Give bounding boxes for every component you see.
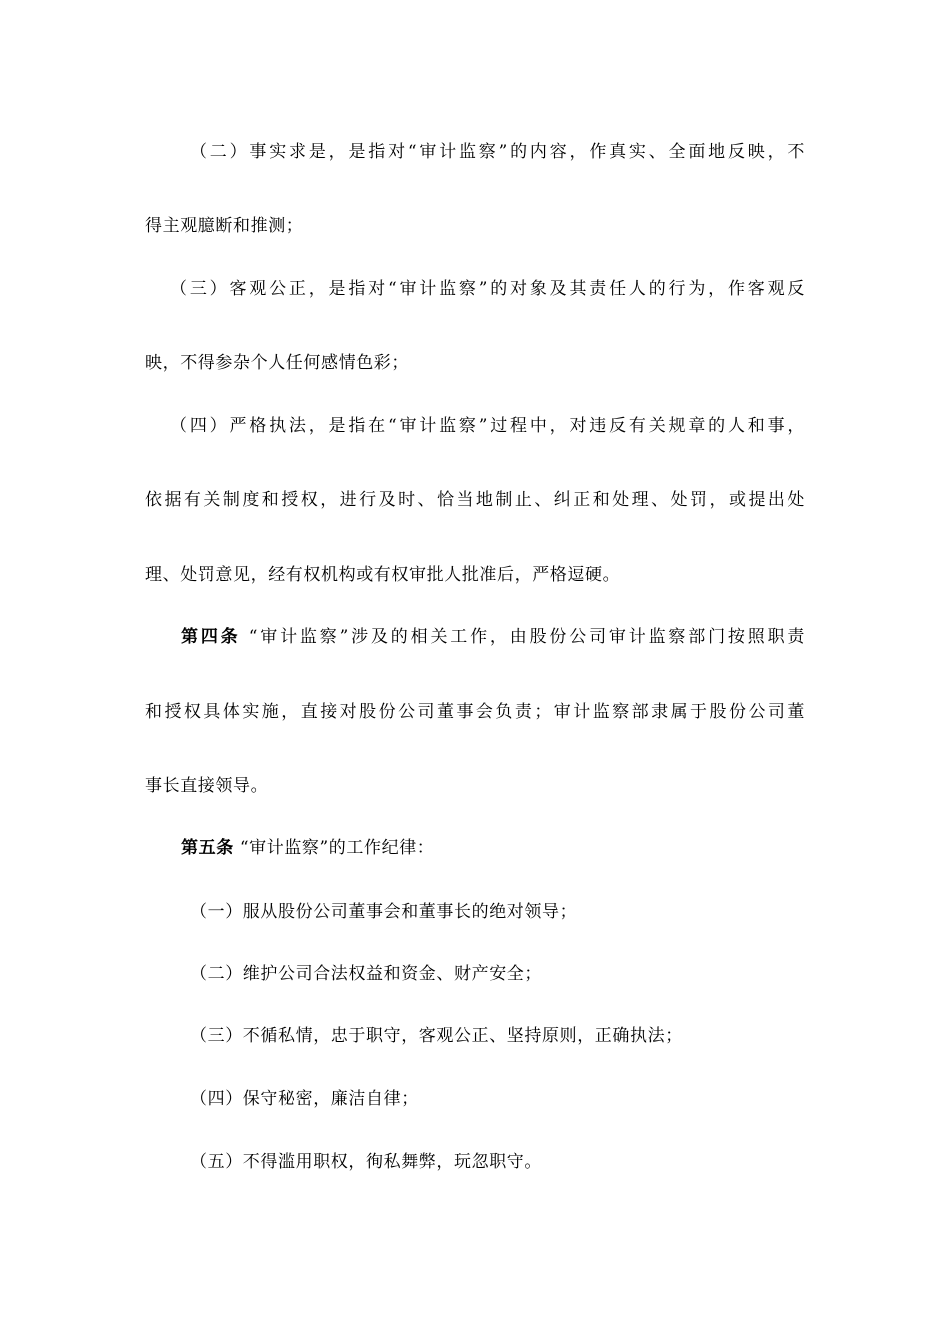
article-text: “审计监察”涉及的相关工作，由股份公司审计监察部门按照职责 (248, 627, 805, 647)
article-text: “审计监察”的工作纪律： (239, 838, 435, 858)
paragraph-line: 依据有关制度和授权，进行及时、恰当地制止、纠正和处理、处罚，或提出处 (145, 490, 805, 510)
list-item: （四）保守秘密，廉洁自律； (190, 1089, 419, 1109)
paragraph-line: 事长直接领导。 (145, 776, 269, 796)
paragraph-line: （二）事实求是，是指对“审计监察”的内容，作真实、全面地反映，不 (190, 142, 805, 162)
list-item: （三）不循私情，忠于职守，客观公正、坚持原则，正确执法； (190, 1026, 683, 1046)
list-item: （五）不得滥用职权，徇私舞弊，玩忽职守。 (190, 1152, 542, 1172)
paragraph-line: （四）严格执法，是指在“审计监察”过程中，对违反有关规章的人和事， (170, 416, 805, 436)
article-heading: 第四条 (181, 627, 241, 647)
paragraph-line: 映，不得参杂个人任何感情色彩； (145, 353, 409, 373)
paragraph-line: 得主观臆断和推测； (145, 216, 304, 236)
article-4-first-line (181, 625, 805, 649)
list-item: （一）服从股份公司董事会和董事长的绝对领导； (190, 902, 578, 922)
paragraph-line: 和授权具体实施，直接对股份公司董事会负责；审计监察部隶属于股份公司董 (145, 702, 805, 722)
list-item: （二）维护公司合法权益和资金、财产安全； (190, 964, 542, 984)
article-5-line (181, 836, 434, 860)
paragraph-line: （三）客观公正，是指对“审计监察”的对象及其责任人的行为，作客观反 (170, 279, 805, 299)
article-heading: 第五条 (181, 838, 234, 858)
paragraph-line: 理、处罚意见，经有权机构或有权审批人批准后，严格逗硬。 (145, 565, 621, 585)
